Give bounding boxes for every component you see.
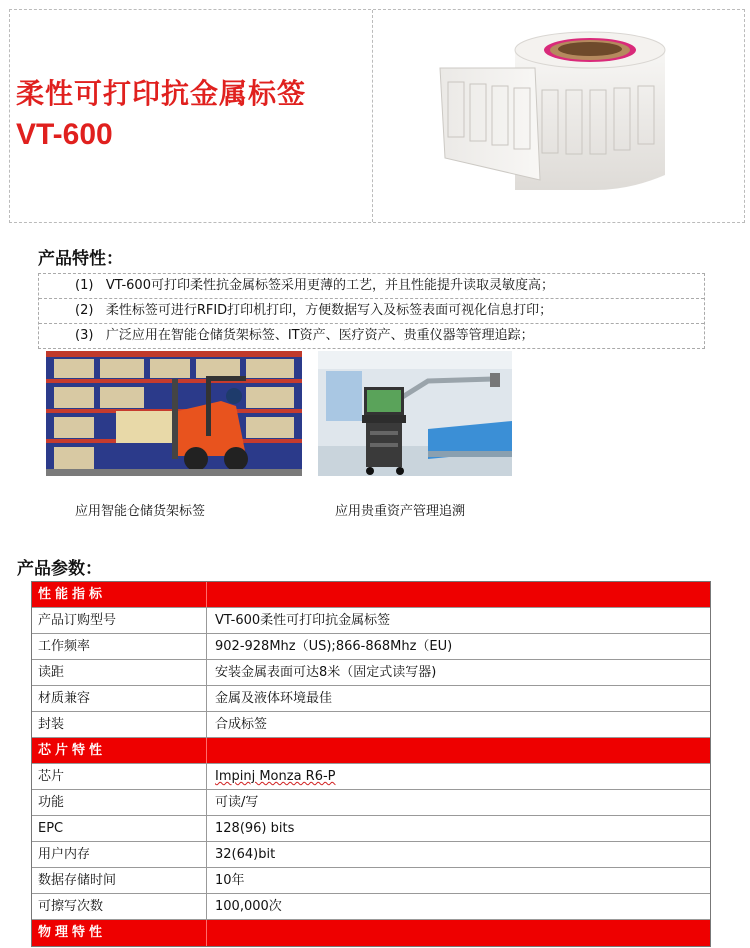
label-roll-image — [420, 30, 710, 200]
param-label: 产品订购型号 — [32, 608, 207, 633]
param-value: 金属及液体环境最佳 — [215, 691, 333, 706]
param-label: 工作频率 — [32, 634, 207, 659]
param-value: 合成标签 — [215, 717, 268, 732]
param-value: 128(96) bits — [215, 821, 295, 836]
param-value: VT-600柔性可打印抗金属标签 — [215, 613, 391, 628]
group-title: 物理特性 — [32, 920, 207, 946]
table-row — [32, 842, 710, 868]
table-row — [32, 634, 710, 660]
table-row — [32, 894, 710, 920]
param-value: 32(64)bit — [215, 847, 276, 862]
feature-number: (1) — [75, 278, 94, 293]
table-group-header — [32, 582, 710, 608]
header-divider — [372, 10, 373, 222]
feature-number: (2) — [75, 303, 94, 318]
group-title: 性能指标 — [32, 582, 207, 607]
table-group-header — [32, 738, 710, 764]
params-heading: 产品参数： — [17, 559, 102, 579]
feature-text: VT-600可打印柔性抗金属标签采用更薄的工艺，并且性能提升读取灵敏度高； — [105, 278, 554, 293]
feature-text: 柔性标签可进行RFID打印机打印，方便数据写入及标签表面可视化信息打印； — [105, 303, 553, 318]
feature-item — [39, 324, 704, 348]
table-row — [32, 868, 710, 894]
param-label: 数据存储时间 — [32, 868, 207, 893]
table-row — [32, 790, 710, 816]
warehouse-forklift-photo — [46, 351, 302, 476]
product-header — [9, 9, 745, 223]
param-label: 芯片 — [32, 764, 207, 789]
table-row — [32, 660, 710, 686]
param-value: 100,000次 — [215, 899, 282, 914]
feature-text: 广泛应用在智能仓储货架标签、IT资产、医疗资产、贵重仪器等管理追踪； — [105, 328, 534, 343]
table-group-header — [32, 920, 710, 946]
features-list — [38, 273, 705, 349]
table-row — [32, 816, 710, 842]
table-row — [32, 712, 710, 738]
param-label: 功能 — [32, 790, 207, 815]
table-row — [32, 686, 710, 712]
param-value: 902-928Mhz（US);866-868Mhz（EU) — [215, 639, 453, 654]
param-label: EPC — [32, 816, 207, 841]
param-value: 可读/写 — [215, 795, 259, 810]
params-table — [31, 581, 711, 947]
feature-item — [39, 274, 704, 299]
feature-number: (3) — [75, 328, 94, 343]
product-model: VT-600 — [16, 118, 113, 151]
table-row — [32, 764, 710, 790]
param-value: 10年 — [215, 873, 245, 888]
table-row — [32, 608, 710, 634]
param-value: 安装金属表面可达8米（固定式读写器) — [215, 665, 437, 680]
photo-caption-hospital: 应用贵重资产管理追溯 — [335, 504, 466, 519]
param-label: 可擦写次数 — [32, 894, 207, 919]
param-value: Impinj Monza R6-P — [215, 769, 336, 784]
photo-caption-warehouse: 应用智能仓储货架标签 — [75, 504, 206, 519]
feature-item — [39, 299, 704, 324]
param-label: 读距 — [32, 660, 207, 685]
group-title: 芯片特性 — [32, 738, 207, 763]
param-label: 封装 — [32, 712, 207, 737]
param-label: 用户内存 — [32, 842, 207, 867]
features-heading: 产品特性： — [38, 249, 123, 269]
param-label: 材质兼容 — [32, 686, 207, 711]
product-title: 柔性可打印抗金属标签 — [16, 77, 307, 110]
hospital-asset-photo — [318, 351, 512, 476]
